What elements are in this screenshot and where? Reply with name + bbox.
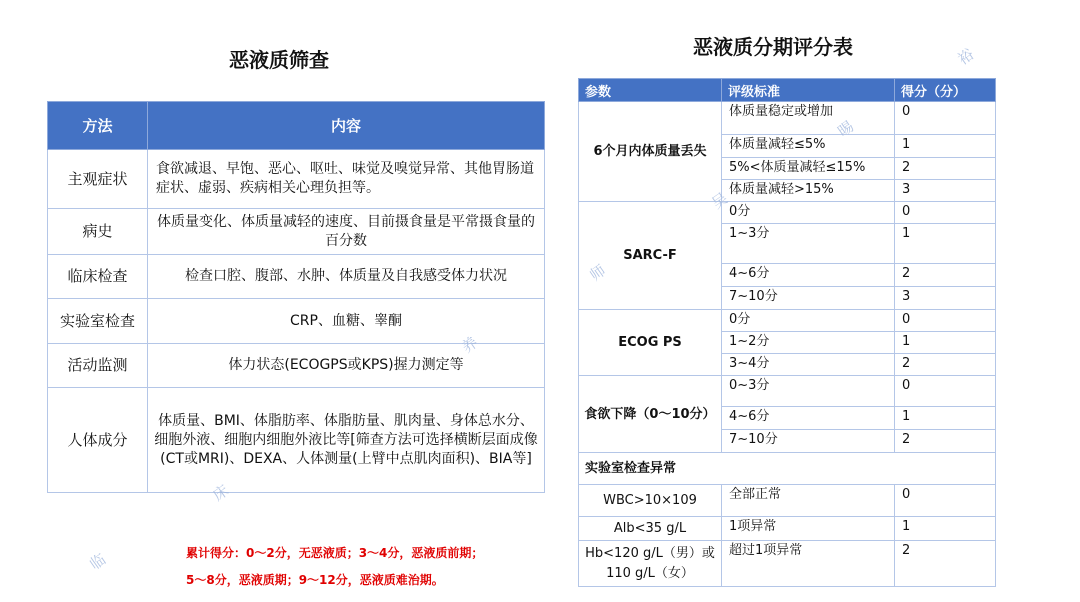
parameter-cell: SARC-F: [579, 202, 722, 310]
score-cell: 0: [895, 202, 996, 224]
method-cell: 临床检查: [48, 255, 148, 299]
score-cell: 0: [895, 376, 996, 407]
watermark-char: 晹: [834, 117, 858, 141]
table-row: [48, 150, 545, 209]
criterion-cell: 1项异常: [722, 517, 895, 541]
table-row: [579, 376, 996, 407]
score-cell: 1: [895, 517, 996, 541]
criterion-cell: 0~3分: [722, 376, 895, 407]
score-cell: 0: [895, 102, 996, 135]
content-cell: 检查口腔、腹部、水肿、体质量及自我感受体力状况: [148, 255, 545, 299]
watermark-char: 养: [458, 333, 482, 357]
watermark-char: 师: [586, 261, 610, 285]
score-cell: 2: [895, 430, 996, 453]
column-header-score: 得分（分）: [895, 79, 996, 102]
column-header-parameter: 参数: [579, 79, 722, 102]
criterion-cell: 1~3分: [722, 224, 895, 264]
criterion-cell: 4~6分: [722, 407, 895, 430]
column-header-criteria: 评级标准: [722, 79, 895, 102]
watermark-char: 床: [209, 481, 233, 505]
parameter-cell: Alb<35 g/L: [579, 517, 722, 541]
method-cell: 人体成分: [48, 388, 148, 493]
criterion-cell: 体质量减轻≤5%: [722, 135, 895, 158]
criterion-cell: 7~10分: [722, 430, 895, 453]
score-cell: 2: [895, 158, 996, 180]
score-cell: 1: [895, 407, 996, 430]
staging-title: 恶液质分期评分表: [693, 35, 853, 59]
score-cell: 3: [895, 287, 996, 310]
criterion-cell: 体质量减轻>15%: [722, 180, 895, 202]
lab-section-title: 实验室检查异常: [579, 453, 996, 485]
content-cell: 体质量变化、体质量减轻的速度、目前摄食量是平常摄食量的百分数: [148, 209, 545, 255]
criterion-cell: 0分: [722, 202, 895, 224]
cachexia-screening-table: [47, 101, 545, 493]
criterion-cell: 0分: [722, 310, 895, 332]
parameter-cell: WBC>10×109: [579, 485, 722, 517]
parameter-cell: 6个月内体质量丢失: [579, 102, 722, 202]
method-cell: 活动监测: [48, 344, 148, 388]
content-cell: 体力状态(ECOGPS或KPS)握力测定等: [148, 344, 545, 388]
table-row: [48, 388, 545, 493]
score-cell: 1: [895, 332, 996, 354]
table-row: [579, 541, 996, 587]
score-cell: 2: [895, 354, 996, 376]
score-cell: 2: [895, 541, 996, 587]
method-cell: 主观症状: [48, 150, 148, 209]
parameter-cell: Hb<120 g/L（男）或110 g/L（女）: [579, 541, 722, 587]
section-row: [579, 453, 996, 485]
cachexia-staging-table: [578, 78, 996, 587]
table-row: [579, 485, 996, 517]
watermark-char: 临: [86, 550, 110, 574]
criterion-cell: 5%<体质量减轻≤15%: [722, 158, 895, 180]
method-cell: 病史: [48, 209, 148, 255]
watermark-char: 吴: [708, 189, 732, 213]
content-cell: 体质量、BMI、体脂肪率、体脂肪量、肌肉量、身体总水分、细胞外液、细胞内细胞外液比等[筛查方法可选择横断层面成像(CT或MRI)、DEXA、人体测量(上臂中点肌肉面积)、BIA等]: [148, 388, 545, 493]
method-cell: 实验室检查: [48, 299, 148, 344]
content-cell: 食欲减退、早饱、恶心、呕吐、味觉及嗅觉异常、其他胃肠道症状、虚弱、疾病相关心理负担等。: [148, 150, 545, 209]
score-summary-note: 5～8分，恶液质期；9～12分，恶液质难治期。: [186, 573, 444, 587]
column-header-content: 内容: [148, 102, 545, 150]
parameter-cell: ECOG PS: [579, 310, 722, 376]
table-row: [579, 517, 996, 541]
score-cell: 2: [895, 264, 996, 287]
score-cell: 0: [895, 310, 996, 332]
criterion-cell: 4~6分: [722, 264, 895, 287]
criterion-cell: 超过1项异常: [722, 541, 895, 587]
content-cell: CRP、血糖、睾酮: [148, 299, 545, 344]
table-row: [48, 209, 545, 255]
criterion-cell: 体质量稳定或增加: [722, 102, 895, 135]
watermark-char: 裕: [954, 45, 978, 69]
score-cell: 0: [895, 485, 996, 517]
table-row: [48, 255, 545, 299]
table-row: [579, 202, 996, 224]
table-row: [579, 310, 996, 332]
table-header-row: [48, 102, 545, 150]
table-row: [579, 102, 996, 135]
column-header-method: 方法: [48, 102, 148, 150]
criterion-cell: 1~2分: [722, 332, 895, 354]
score-summary-note: 累计得分：0～2分，无恶液质；3～4分，恶液质前期；: [186, 546, 484, 560]
score-cell: 1: [895, 224, 996, 264]
criterion-cell: 3~4分: [722, 354, 895, 376]
table-header-row: [579, 79, 996, 102]
screening-title: 恶液质筛查: [229, 48, 329, 72]
criterion-cell: 7~10分: [722, 287, 895, 310]
criterion-cell: 全部正常: [722, 485, 895, 517]
parameter-cell: 食欲下降（0～10分）: [579, 376, 722, 453]
score-cell: 3: [895, 180, 996, 202]
score-cell: 1: [895, 135, 996, 158]
